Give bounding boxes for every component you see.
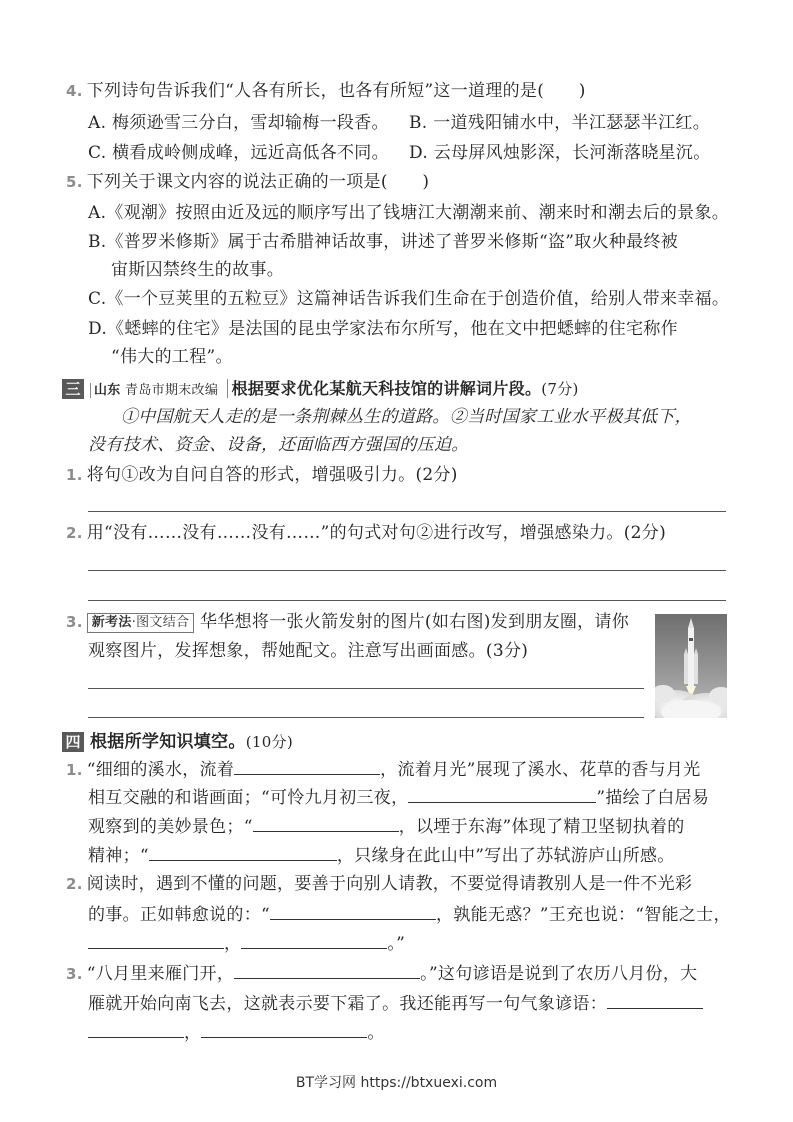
section-4-question-2-line1 <box>66 873 692 895</box>
section-4-question-2-line3 <box>88 932 405 955</box>
question-number: 3. <box>66 965 83 983</box>
question-stem: 下列诗句告诉我们“人各有所长，也各有所短”这一道理的是( ) <box>86 81 586 101</box>
answer-line[interactable] <box>88 688 644 689</box>
rocket-launch-image <box>655 614 727 718</box>
section-4-question-3-line2 <box>88 992 703 1015</box>
section-3-question-3 <box>66 611 629 633</box>
section-3-header <box>90 378 579 402</box>
q5-option-c: C.《一个豆荚里的五粒豆》这篇神话告诉我们生命在于创造价值，给别人带来幸福。 <box>88 289 730 309</box>
section-4-question-2-line2 <box>88 903 731 926</box>
passage-line-2: 没有技术、资金、设备，还面临西方强国的压迫。 <box>88 435 469 455</box>
text: “八月里来雁门开， <box>86 964 235 984</box>
question-text: 华华想将一张火箭发射的图片(如右图)发到朋友圈，请你 <box>200 612 630 632</box>
question-number: 1. <box>66 761 83 779</box>
section-3-badge: 三 <box>62 379 84 399</box>
section-4-question-3-line1 <box>66 962 697 985</box>
text: ，流着月光”展现了溪水、花草的香与月光 <box>380 760 701 780</box>
q4-option-b: B. 一道残阳铺水中，半江瑟瑟半江红。 <box>409 113 710 133</box>
text: 。”这句谚语是说到了农历八月份，大 <box>420 964 698 984</box>
question-text: 将句①改为自问自答的形式，增强吸引力。(2分) <box>86 465 458 485</box>
text: 相互交融的和谐画面；“可怜九月初三夜， <box>88 788 409 808</box>
text: ，以堙于东海”体现了精卫坚韧执着的 <box>398 817 685 837</box>
q4-option-c: C. 横看成岭侧成峰，远近高低各不同。 <box>88 143 389 163</box>
text: ，孰能无惑？”王充也说：“智能之士， <box>436 905 731 925</box>
fill-blank[interactable] <box>270 903 436 920</box>
question-number: 5. <box>66 173 83 191</box>
fill-blank[interactable] <box>241 932 387 949</box>
section-4-header <box>90 731 293 753</box>
section-4-question-1-line4 <box>88 844 675 867</box>
section-4-badge: 四 <box>62 732 84 752</box>
text: 。 <box>367 1023 385 1043</box>
fill-blank[interactable] <box>88 932 224 949</box>
q5-option-d-line2: “伟大的工程”。 <box>111 347 233 367</box>
q5-option-a: A.《观潮》按照由近及远的顺序写出了钱塘江大潮潮来前、潮来时和潮去后的景象。 <box>88 203 730 223</box>
fill-blank[interactable] <box>253 815 399 832</box>
question-number: 1. <box>66 466 83 484</box>
answer-line[interactable] <box>88 570 726 571</box>
answer-line[interactable] <box>88 511 726 512</box>
section-4-question-3-line3 <box>88 1021 385 1044</box>
question-number: 2. <box>66 875 83 893</box>
section-4-question-1-line1 <box>66 758 701 781</box>
section-4-score: (10分) <box>245 733 293 751</box>
text: 精神；“ <box>88 846 149 866</box>
text: 观察到的美妙景色；“ <box>88 817 253 837</box>
section-3-question-2 <box>66 522 666 544</box>
question-4 <box>66 80 586 102</box>
fill-blank[interactable] <box>234 758 380 775</box>
text: 的事。正如韩愈说的：“ <box>88 905 270 925</box>
text: ， <box>184 1023 202 1043</box>
q4-option-a: A. 梅须逊雪三分白，雪却输梅一段香。 <box>88 113 389 133</box>
q5-option-d-line1: D.《蟋蟀的住宅》是法国的昆虫学家法布尔所写，他在文中把蟋蟀的住宅称作 <box>88 319 678 339</box>
section-4-question-1-line2 <box>88 786 709 809</box>
text: 阅读时，遇到不懂的问题，要善于向别人请教，不要觉得请教别人是一件不光彩 <box>86 874 693 894</box>
question-text: 用“没有……没有……没有……”的句式对句②进行改写，增强感染力。(2分) <box>86 523 667 543</box>
text: ”描绘了白居易 <box>596 788 710 808</box>
new-exam-tag: 新考法·图文结合 <box>87 613 195 633</box>
passage-line-1: ①中国航天人走的是一条荆棘丛生的道路。②当时国家工业水平极其低下， <box>121 407 692 427</box>
fill-blank[interactable] <box>88 1021 184 1038</box>
section-3-question-1 <box>66 464 458 486</box>
text: ， <box>224 934 242 954</box>
answer-line[interactable] <box>88 600 726 601</box>
q5-option-b-line1: B.《普罗米修斯》属于古希腊神话故事，讲述了普罗米修斯“盗”取火种最终被 <box>88 232 679 252</box>
region-tag: 山东 青岛市期末改编 <box>90 383 218 398</box>
question-5 <box>66 171 429 193</box>
section-4-title: 根据所学知识填空。 <box>90 732 246 752</box>
text: 雁就开始向南飞去，这就表示要下霜了。我还能再写一句气象谚语： <box>88 994 607 1014</box>
answer-line[interactable] <box>88 717 644 718</box>
text: “细细的溪水，流着 <box>86 760 235 780</box>
fill-blank[interactable] <box>607 992 703 1009</box>
section-3-score: (7分) <box>541 380 579 398</box>
fill-blank[interactable] <box>149 844 337 861</box>
text: 。” <box>387 934 406 954</box>
question-stem: 下列关于课文内容的说法正确的一项是( ) <box>86 172 430 192</box>
fill-blank[interactable] <box>408 786 596 803</box>
section-3-question-3-line2: 观察图片，发挥想象，帮她配文。注意写出画面感。(3分) <box>88 641 529 661</box>
q4-option-d: D. 云母屏风烛影深，长河渐落晓星沉。 <box>409 143 711 163</box>
q5-option-b-line2: 宙斯囚禁终生的故事。 <box>111 260 284 280</box>
question-number: 3. <box>66 613 83 631</box>
question-number: 4. <box>66 82 83 100</box>
question-number: 2. <box>66 524 83 542</box>
section-3-title: 根据要求优化某航天科技馆的讲解词片段。 <box>227 379 542 398</box>
section-4-question-1-line3 <box>88 815 685 838</box>
footer-watermark: BT学习网 https://btxuexi.com <box>295 1075 498 1091</box>
fill-blank[interactable] <box>201 1021 367 1038</box>
rocket-icon <box>655 614 727 718</box>
text: ，只缘身在此山中”写出了苏轼游庐山所感。 <box>336 846 675 866</box>
fill-blank[interactable] <box>234 962 420 979</box>
